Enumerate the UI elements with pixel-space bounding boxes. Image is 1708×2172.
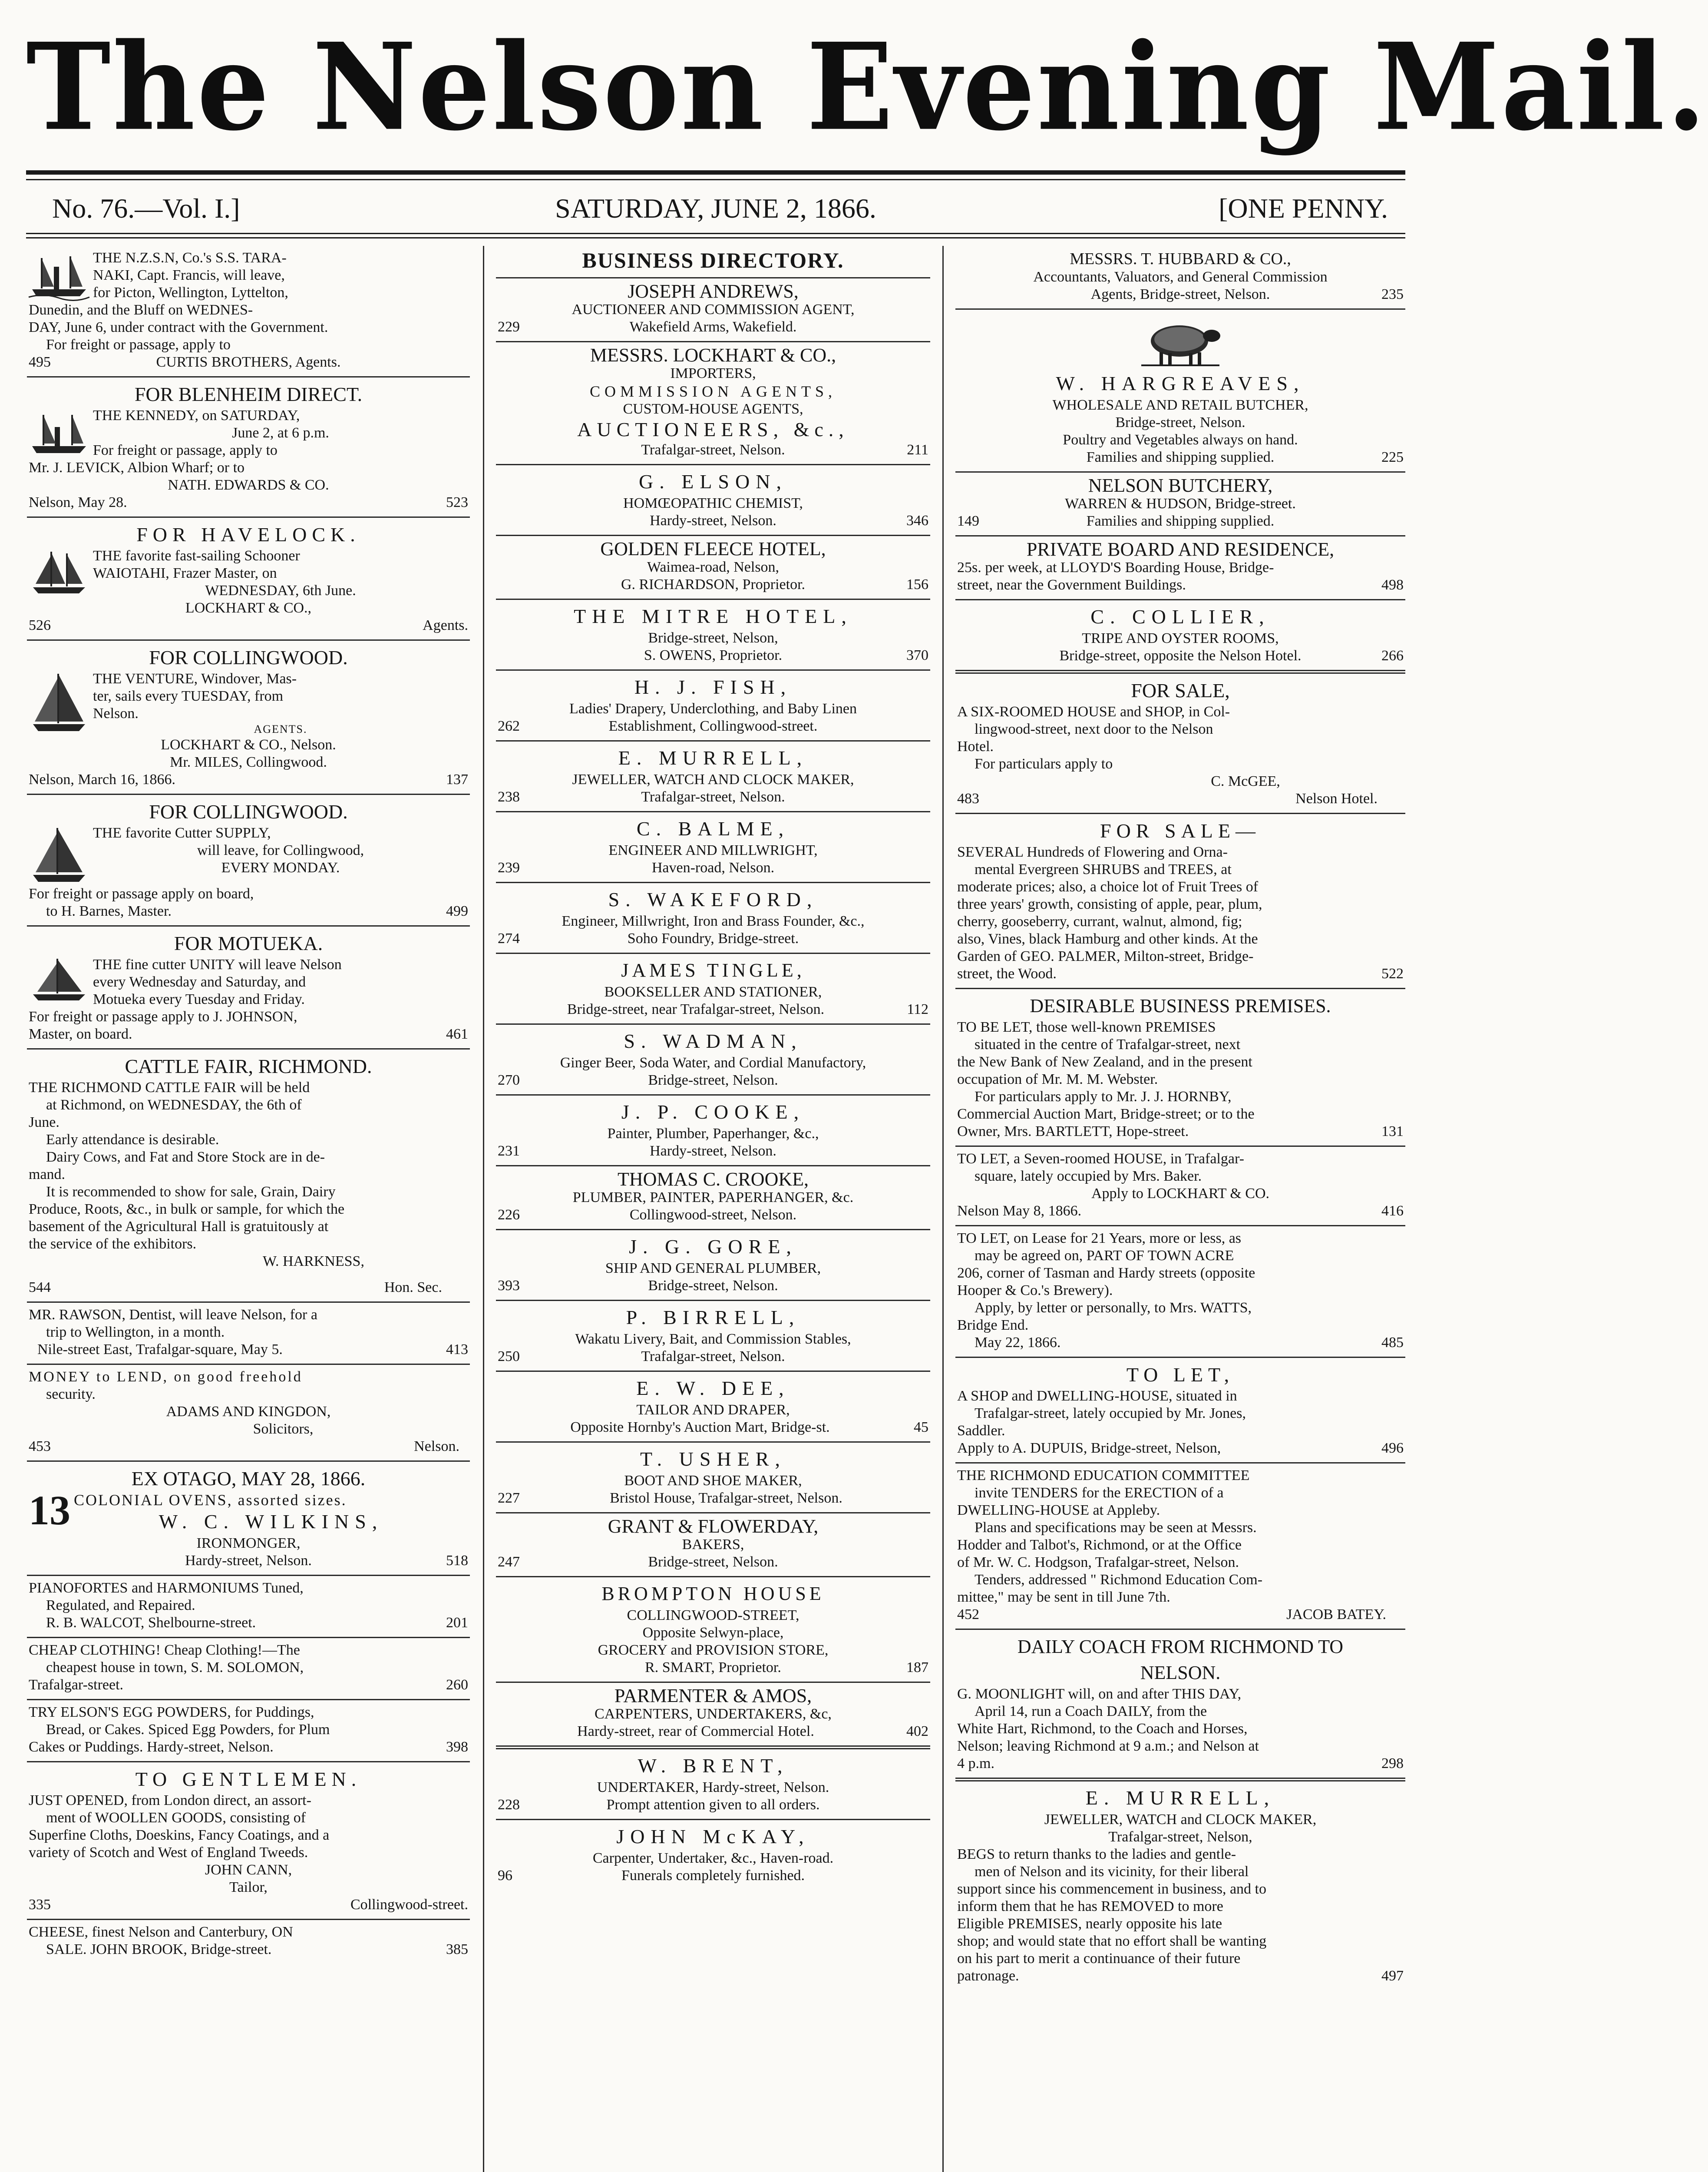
listing-golden-fleece: GOLDEN FLEECE HOTEL, Waimea-road, Nelson, G. RICHARDSON, Proprietor. 156 bbox=[496, 536, 930, 600]
ad-to-let-shop: TO LET, A SHOP and DWELLING-HOUSE, situated in Trafalgar-street, lately occupied by Mr. Jones, Saddler. Apply to A. DUPUIS, Bridge-street, Nelson, 496 bbox=[955, 1358, 1405, 1463]
masthead-title: The Nelson Evening Mail. bbox=[26, 17, 1708, 157]
column-right bbox=[955, 246, 1405, 2172]
listing-balme: C. BALME, ENGINEER AND MILLWRIGHT, 239 Haven-road, Nelson. bbox=[496, 812, 930, 883]
column-divider bbox=[942, 246, 944, 2172]
listing-andrews: JOSEPH ANDREWS, AUCTIONEER AND COMMISSION AGENT, 229 Wakefield Arms, Wakefield. bbox=[496, 278, 930, 342]
listing-hargreaves: W. HARGREAVES, WHOLESALE AND RETAIL BUTCHER, Bridge-street, Nelson. Poultry and Vegetables always on hand. Families and shipping supplied. 225 bbox=[955, 310, 1405, 473]
listing-murrell: E. MURRELL, JEWELLER, WATCH AND CLOCK MAKER, 238 Trafalgar-street, Nelson. bbox=[496, 742, 930, 812]
listing-wakeford: S. WAKEFORD, Engineer, Millwright, Iron and Brass Founder, &c., 274 Soho Foundry, Bridge-street. bbox=[496, 883, 930, 954]
ad-egg-powders: TRY ELSON'S EGG POWDERS, for Puddings, Bread, or Cakes. Spiced Egg Powders, for Plum Cakes or Puddings. Hardy-street, Nelson. 398 bbox=[27, 1700, 470, 1762]
listing-private-board: PRIVATE BOARD AND RESIDENCE, 25s. per week, at LLOYD'S Boarding House, Bridge- street, near the Government Buildings. 498 bbox=[955, 536, 1405, 600]
issue-date: SATURDAY, JUNE 2, 1866. bbox=[555, 193, 876, 224]
masthead-rule bbox=[26, 170, 1405, 175]
cutter-icon bbox=[29, 670, 89, 735]
cutter-icon bbox=[29, 956, 89, 1004]
listing-usher: T. USHER, BOOT AND SHOE MAKER, 227 Bristol House, Trafalgar-street, Nelson. bbox=[496, 1443, 930, 1513]
ad-taranaki: THE N.Z.S.N, Co.'s S.S. TARA- NAKI, Capt. Francis, will leave, for Picton, Wellington, Lyttelton, Dunedin, and the Bluff on WEDNES- DAY, June 6, under contract with the Government. For freight or passage, apply to 495 CURTIS BROTHERS, Agents. bbox=[27, 246, 470, 377]
directory-title: BUSINESS DIRECTORY. bbox=[582, 248, 844, 272]
listing-wadman: S. WADMAN, Ginger Beer, Soda Water, and Cordial Manufactory, 270 Bridge-street, Nelson. bbox=[496, 1025, 930, 1096]
listing-parmenter-amos: PARMENTER & AMOS, CARPENTERS, UNDERTAKERS, &c, Hardy-street, rear of Commercial Hotel. 402 bbox=[496, 1683, 930, 1749]
ad-heading: TO LET, bbox=[1126, 1364, 1235, 1386]
ad-heading: TO GENTLEMEN. bbox=[135, 1768, 362, 1790]
ad-blenheim: FOR BLENHEIM DIRECT. THE KENNEDY, on SATURDAY, June 2, at 6 p.m. For freight or passage, apply to Mr. J. LEVICK, Albion Wharf; or to NATH. EDWARDS & CO. Nelson, May 28. 523 bbox=[27, 377, 470, 518]
ad-ex-otago: EX OTAGO, MAY 28, 1866. 13 COLONIAL OVENS, assorted sizes. W. C. WILKINS, IRONMONGER, Hardy-street, Nelson. 518 bbox=[27, 1462, 470, 1576]
ad-for-sale-shrubs: FOR SALE— SEVERAL Hundreds of Flowering and Orna- mental Evergreen SHRUBS and TREES, at moderate prices; also, a choice lot of Fruit Trees of three years' growth, consisting of apple, pear, plum, cherry, gooseberry, currant, walnut, almond, fig; also, Vines, black Hamburg and other kinds. At the Garden of GEO. PALMER, Milton-street, Bridge- street, the Wood. 522 bbox=[955, 814, 1405, 989]
ad-heading: FOR HAVELOCK. bbox=[136, 523, 360, 546]
ad-heading: FOR MOTUEKA. bbox=[174, 932, 323, 954]
ad-cheap-clothing: CHEAP CLOTHING! Cheap Clothing!—The cheapest house in town, S. M. SOLOMON, Trafalgar-street. 260 bbox=[27, 1638, 470, 1700]
listing-mckay: JOHN McKAY, Carpenter, Undertaker, &c., Haven-road. 96 Funerals completely furnished. bbox=[498, 1825, 834, 1884]
ad-to-gentlemen: TO GENTLEMEN. JUST OPENED, from London direct, an assort- ment of WOOLLEN GOODS, consisting of Superfine Cloths, Doeskins, Fancy Coatings, and a variety of Scotch and West of England Tweeds. JOHN CANN, Tailor, 335 Collingwood-street. bbox=[27, 1762, 470, 1920]
ad-heading: FOR SALE, bbox=[1131, 679, 1230, 702]
issue-bar bbox=[26, 191, 1405, 226]
ad-havelock: FOR HAVELOCK. THE favorite fast-sailing Schooner WAIOTAHI, Frazer Master, on WEDNESDAY, 6th June. LOCKHART & CO., 526 Agents. bbox=[27, 518, 470, 641]
listing-dee: E. W. DEE, TAILOR AND DRAPER, Opposite Hornby's Auction Mart, Bridge-st. 45 bbox=[496, 1372, 930, 1443]
sheep-icon bbox=[1137, 316, 1224, 368]
ad-heading: DAILY COACH FROM RICHMOND TO bbox=[1017, 1636, 1344, 1657]
ad-daily-coach: DAILY COACH FROM RICHMOND TO NELSON. G. MOONLIGHT will, on and after THIS DAY, April 14, run a Coach DAILY, from the White Hart, Richmond, to the Coach and Horses, Nelson; leaving Richmond at 9 a.m.; and Nelson at 4 p.m. 298 bbox=[955, 1630, 1405, 1781]
listing-hubbard: MESSRS. T. HUBBARD & CO., Accountants, Valuators, and General Commission Agents, Bridge-street, Nelson. 235 bbox=[955, 246, 1405, 310]
ad-heading: CATTLE FAIR, RICHMOND. bbox=[125, 1055, 372, 1077]
listing-brompton-house: BROMPTON HOUSE COLLINGWOOD-STREET, Opposite Selwyn-place, GROCERY and PROVISION STORE, R. SMART, Proprietor. 187 bbox=[496, 1577, 930, 1683]
ad-rawson-dentist: MR. RAWSON, Dentist, will leave Nelson, for a trip to Wellington, in a month. Nile-street East, Trafalgar-square, May 5. 413 bbox=[27, 1303, 470, 1365]
listing-fish: H. J. FISH, Ladies' Drapery, Underclothing, and Baby Linen 262 Establishment, Collingwood-street. bbox=[496, 671, 930, 742]
ad-to-let-lease: TO LET, on Lease for 21 Years, more or less, as may be agreed on, PART OF TOWN ACRE 206, corner of Tasman and Hardy streets (opposite Hooper & Co.'s Brewery). Apply, by letter or personally, to Mrs. WATTS, Bridge End. May 22, 1866. 485 bbox=[955, 1226, 1405, 1358]
column-business-directory bbox=[496, 246, 930, 2172]
cutter-icon bbox=[29, 824, 89, 885]
steamship-icon bbox=[29, 407, 89, 459]
column-divider bbox=[483, 246, 484, 2172]
ad-money-to-lend: MONEY to LEND, on good freehold security. ADAMS AND KINGDON, Solicitors, 453 Nelson. bbox=[27, 1365, 470, 1462]
ad-heading: FOR COLLINGWOOD. bbox=[149, 801, 348, 823]
ad-to-let-house: TO LET, a Seven-roomed HOUSE, in Trafalgar- square, lately occupied by Mrs. Baker. Apply to LOCKHART & CO. Nelson May 8, 1866. 416 bbox=[955, 1147, 1405, 1226]
schooner-icon bbox=[29, 547, 89, 599]
issue-rule bbox=[26, 233, 1405, 234]
listing-brent: W. BRENT, UNDERTAKER, Hardy-street, Nelson. 228 Prompt attention given to all orders. bbox=[496, 1749, 930, 1820]
ad-collingwood-venture: FOR COLLINGWOOD. THE VENTURE, Windover, Mas- ter, sails every TUESDAY, from Nelson. AGENTS. LOCKHART & CO., Nelson. Mr. MILES, Collingwood. Nelson, March 16, 1866. 137 bbox=[27, 641, 470, 795]
listing-gore: J. G. GORE, SHIP AND GENERAL PLUMBER, 393 Bridge-street, Nelson. bbox=[496, 1230, 930, 1301]
listing-nelson-butchery: NELSON BUTCHERY, WARREN & HUDSON, Bridge-street. 149 Families and shipping supplied. bbox=[955, 473, 1405, 536]
ad-heading: FOR BLENHEIM DIRECT. bbox=[134, 383, 363, 405]
listing-collier: C. COLLIER, TRIPE AND OYSTER ROOMS, Bridge-street, opposite the Nelson Hotel. 266 bbox=[955, 600, 1405, 674]
listing-crooke: THOMAS C. CROOKE, PLUMBER, PAINTER, PAPERHANGER, &c. 226 Collingwood-street, Nelson. bbox=[496, 1166, 930, 1230]
issue-rule-2 bbox=[26, 237, 1405, 238]
ad-heading: EX OTAGO, MAY 28, 1866. bbox=[131, 1467, 366, 1490]
ad-cattle-fair: CATTLE FAIR, RICHMOND. THE RICHMOND CATTLE FAIR will be held at Richmond, on WEDNESDAY, the 6th of June. Early attendance is desirable. Dairy Cows, and Fat and Store Stock are in de- mand. It is recommended to show for sale, Grain, Dairy Produce, Roots, &c., in bulk or sample, for which the basement of the Agricultural Hall is gratuitously at the service of the exhibitors. W. HARKNESS, 544 Hon. Sec. bbox=[27, 1050, 470, 1303]
ad-heading: FOR COLLINGWOOD. bbox=[149, 646, 348, 669]
ad-richmond-education: THE RICHMOND EDUCATION COMMITTEE invite TENDERS for the ERECTION of a DWELLING-HOUSE at Appleby. Plans and specifications may be seen at Messrs. Hodder and Talbot's, Richmond, or at the Office of Mr. W. C. Hodgson, Trafalgar-street, Nelson. Tenders, addressed " Richmond Education Com- mittee," may be sent in till June 7th. 452 JACOB BATEY. bbox=[955, 1463, 1405, 1630]
ad-heading: FOR SALE— bbox=[1100, 820, 1261, 842]
ad-collingwood-supply: FOR COLLINGWOOD. THE favorite Cutter SUPPLY, will leave, for Collingwood, EVERY MONDAY. For freight or passage apply on board, to H. Barnes, Master. 499 bbox=[27, 795, 470, 927]
ad-cheese: CHEESE, finest Nelson and Canterbury, ON SALE. JOHN BROOK, Bridge-street. 385 bbox=[29, 1924, 468, 1957]
steamship-icon bbox=[29, 249, 89, 301]
listing-lockhart: MESSRS. LOCKHART & CO., IMPORTERS, COMMISSION AGENTS, CUSTOM-HOUSE AGENTS, AUCTIONEERS, &c., Trafalgar-street, Nelson. 211 bbox=[496, 342, 930, 465]
directory-title-block bbox=[496, 246, 930, 278]
ad-murrell-notice: E. MURRELL, JEWELLER, WATCH and CLOCK MAKER, Trafalgar-street, Nelson, BEGS to return thanks to the ladies and gentle- men of Nelson and its vicinity, for their liberal support since his commencement in business, and to inform them that he has REMOVED to more Eligible PREMISES, nearly opposite his late shop; and would state that no effort shall be wanting on his part to merit a continuance of their future patronage. 497 bbox=[957, 1787, 1404, 1984]
ad-business-premises: DESIRABLE BUSINESS PREMISES. TO BE LET, those well-known PREMISES situated in the centre of Trafalgar-street, next the New Bank of New Zealand, and in the present occupation of Mr. M. M. Webster. For particulars apply to Mr. J. J. HORNBY, Commercial Auction Mart, Bridge-street; or to the Owner, Mrs. BARTLETT, Hope-street. 131 bbox=[955, 989, 1405, 1147]
listing-grant-flowerday: GRANT & FLOWERDAY, BAKERS, 247 Bridge-street, Nelson. bbox=[496, 1513, 930, 1577]
ad-pianofortes: PIANOFORTES and HARMONIUMS Tuned, Regulated, and Repaired. R. B. WALCOT, Shelbourne-street. 201 bbox=[27, 1576, 470, 1638]
listing-mitre-hotel: THE MITRE HOTEL, Bridge-street, Nelson, S. OWENS, Proprietor. 370 bbox=[496, 600, 930, 671]
ad-heading: DESIRABLE BUSINESS PREMISES. bbox=[1030, 995, 1331, 1016]
column-left bbox=[27, 246, 470, 2172]
listing-elson: G. ELSON, HOMŒOPATHIC CHEMIST, Hardy-street, Nelson. 346 bbox=[496, 465, 930, 536]
masthead-rule-thin bbox=[26, 179, 1405, 180]
ad-motueka: FOR MOTUEKA. THE fine cutter UNITY will leave Nelson every Wednesday and Saturday, and Motueka every Tuesday and Friday. For freight or passage apply to J. JOHNSON, Master, on board. 461 bbox=[27, 927, 470, 1050]
issue-number: No. 76.—Vol. I.] bbox=[52, 193, 240, 224]
listing-tingle: JAMES TINGLE, BOOKSELLER AND STATIONER, Bridge-street, near Trafalgar-street, Nelson. 112 bbox=[496, 954, 930, 1025]
ad-for-sale-house: FOR SALE, A SIX-ROOMED HOUSE and SHOP, in Col- lingwood-street, next door to the Nelson Hotel. For particulars apply to C. McGEE, 483 Nelson Hotel. bbox=[955, 674, 1405, 814]
issue-price: [ONE PENNY. bbox=[1219, 193, 1388, 224]
listing-cooke: J. P. COOKE, Painter, Plumber, Paperhanger, &c., 231 Hardy-street, Nelson. bbox=[496, 1096, 930, 1166]
listing-birrell: P. BIRRELL, Wakatu Livery, Bait, and Commission Stables, 250 Trafalgar-street, Nelson. bbox=[496, 1301, 930, 1372]
